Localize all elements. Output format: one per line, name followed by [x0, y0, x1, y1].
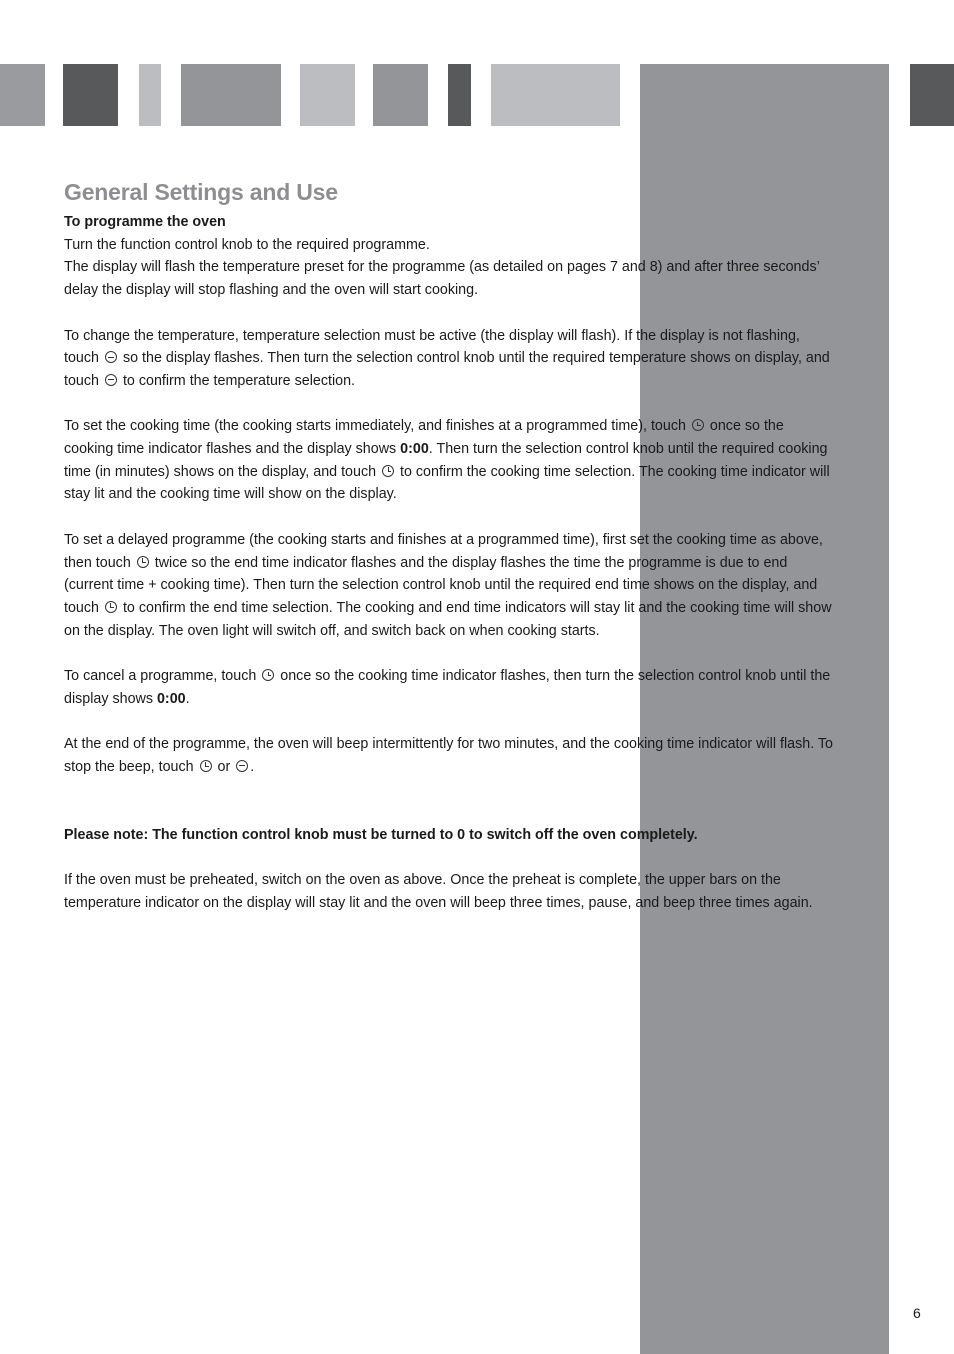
p5-text-b: once so the cooking time indicator flashes, then turn the selection control knob until the display shows	[64, 668, 831, 707]
clock-icon	[692, 419, 704, 431]
p3-text-c: . Then turn the selection control knob until the required cooking time (in minutes) shows on the display, and touch	[64, 441, 828, 480]
temp-button-icon	[105, 351, 117, 363]
p5-text-a: To cancel a programme, touch	[64, 668, 257, 684]
clock-icon	[137, 556, 149, 568]
paragraph-2	[64, 325, 834, 393]
clock-icon	[382, 465, 394, 477]
clock-icon	[105, 601, 117, 613]
p3-display-value: 0:00	[400, 441, 429, 457]
p6-text-c: .	[250, 758, 255, 775]
clock-icon	[262, 669, 274, 681]
temp-button-icon	[105, 374, 117, 386]
note: Please note: The function control knob must be turned to 0 to switch off the oven completely.	[64, 826, 698, 843]
p2-text-c: to confirm the temperature selection.	[122, 372, 355, 389]
header-block-2	[63, 64, 118, 126]
header-block-1	[0, 64, 45, 126]
paragraph-1	[64, 234, 834, 302]
section-subtitle: To programme the oven	[64, 214, 226, 230]
header-block-4	[181, 64, 281, 126]
header-block-6	[373, 64, 428, 126]
p1-line1: Turn the function control knob to the required programme.	[64, 236, 430, 253]
content	[64, 176, 834, 914]
p5-display-value: 0:00	[156, 690, 186, 707]
clock-icon	[200, 760, 212, 772]
p5-text-c: .	[185, 690, 190, 707]
p2-text-a: To change the temperature, temperature selection must be active (the display will flash). If the display is not flashing, touch	[64, 327, 800, 367]
p4-text-a: To set a delayed programme (the cooking starts and finishes at a programmed time), first set the cooking time as above, then touch	[64, 531, 823, 571]
header-block-3	[139, 64, 161, 126]
p3-text-a: To set the cooking time (the cooking starts immediately, and finishes at a programmed time), touch	[64, 418, 686, 435]
page-title: General Settings and Use	[64, 179, 338, 205]
paragraph-7: If the oven must be preheated, switch on the oven as above. Once the preheat is complete, the upper bars on the temperature indicator on the display will stay lit and the oven will beep three times, pause, and beep three times again.	[64, 871, 813, 911]
paragraph-4	[64, 529, 834, 643]
paragraph-6	[64, 733, 834, 778]
p6-text-a: At the end of the programme, the oven will beep intermittently for two minutes, and the cooking time indicator will flash. To stop the beep, touch	[64, 736, 833, 775]
temp-button-icon	[236, 760, 248, 772]
page-number: 6	[913, 1305, 921, 1321]
p4-text-b: twice so the end time indicator flashes and the display flashes the time the programme is due to end (current time + cooking time). Then turn the selection control knob until the required end time shows on the display, and touch	[64, 554, 818, 616]
p2-text-b: so the display flashes. Then turn the selection control knob until the required temperature shows on display, and touch	[64, 350, 830, 389]
header-block-7	[448, 64, 471, 126]
paragraph-5	[64, 665, 834, 710]
p4-text-c: to confirm the end time selection. The cooking and end time indicators will stay lit and the cooking time will show on the display. The oven light will switch off, and switch back on when cooking starts.	[64, 599, 832, 639]
p3-text-b: once so the cooking time indicator flashes and the display shows	[64, 418, 784, 457]
p6-text-b: or	[217, 758, 231, 775]
header-block-5	[300, 64, 355, 126]
p3-text-d: to confirm the cooking time selection. The cooking time indicator will stay lit and the cooking time will show on the display.	[64, 463, 830, 503]
p1-line2: The display will flash the temperature preset for the programme (as detailed on pages 7 and 8) and after three seconds’ delay the display will stop flashing and the oven will start cooking.	[64, 259, 820, 299]
header-block-8	[491, 64, 620, 126]
paragraph-3	[64, 415, 834, 506]
header-block-9	[910, 64, 954, 126]
